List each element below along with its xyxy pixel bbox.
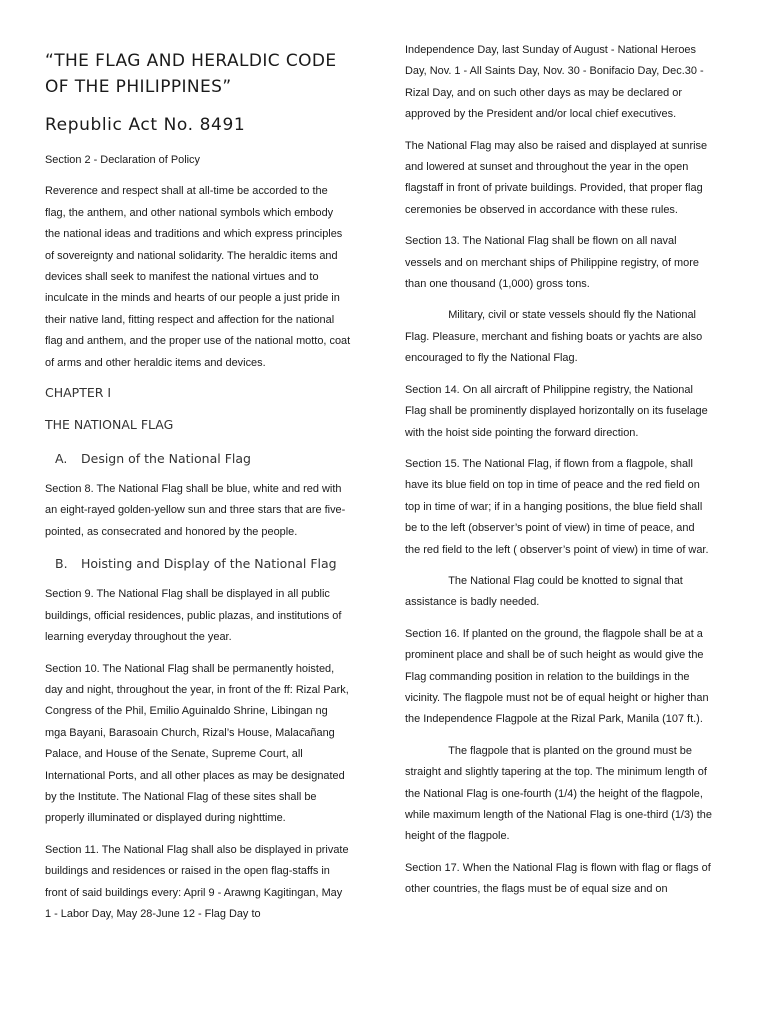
paragraph: Section 17. When the National Flag is flown with flag or flags of other countries, the flags must be of equal size and on <box>405 861 711 896</box>
subheading-text: Hoisting and Display of the National Flag <box>81 556 337 572</box>
right-column <box>405 0 725 911</box>
paragraph: Section 13. The National Flag shall be flown on all naval vessels and on merchant ships of Philippine registry, of more than one thousand (1,000) gross tons. <box>405 235 699 291</box>
document-title: “THE FLAG AND HERALDIC CODE OF THE PHILIPPINES” <box>45 51 337 97</box>
paragraph: Military, civil or state vessels should fly the National Flag. Pleasure, merchant and fishing boats or yachts are also encouraged to fly the National Flag. <box>405 309 703 365</box>
paragraph: Reverence and respect shall at all-time be accorded to the flag, the anthem, and other national symbols which embody the national ideas and traditions and which express principles of sovereignty and national solidarity. The heraldic items and devices shall seek to manifest the national virtues and to inculcate in the minds and hearts of our people a just pride in their native land, fitting respect and affection for the national flag and anthem, and the proper use of the national motto, coat of arms and other heraldic items and devices. <box>45 185 351 369</box>
paragraph: Section 2 - Declaration of Policy <box>45 154 200 166</box>
paragraph: Section 9. The National Flag shall be displayed in all public buildings, official residences, public plazas, and institutions of learning everyday throughout the year. <box>45 588 342 644</box>
subheading-text: Design of the National Flag <box>81 451 251 467</box>
left-column-body <box>45 150 363 925</box>
left-column <box>45 0 363 935</box>
chapter-heading: CHAPTER I <box>45 385 112 401</box>
paragraph: The National Flag could be knotted to signal that assistance is badly needed. <box>405 574 683 609</box>
paragraph: Section 16. If planted on the ground, the flagpole shall be at a prominent place and shall be of such height as would give the Flag commanding position in relation to the buildings in the vicinity. The flagpole must not be of equal height or higher than the Independence Flagpole at the Rizal Park, Manila (107 ft.). <box>405 627 709 726</box>
paragraph: Independence Day, last Sunday of August - National Heroes Day, Nov. 1 - All Saints Day, Nov. 30 - Bonifacio Day, Dec.30 - Rizal Day, and on such other days as may be declared or approved by the President and/or local chief executives. <box>405 44 704 121</box>
paragraph: Section 14. On all aircraft of Philippine registry, the National Flag shall be prominently displayed horizontally on its fuselage with the hoist side pointing the forward direction. <box>405 383 708 439</box>
subheading <box>45 448 363 469</box>
subheading <box>45 553 363 574</box>
act-number: Republic Act No. 8491 <box>45 115 246 135</box>
paragraph: Section 10. The National Flag shall be permanently hoisted, day and night, throughout the year, in front of the ff: Rizal Park, Congress of the Phil, Emilio Aguinaldo Shrine, Libingan ng mga Bayani, Barasoain Church, Rizal’s House, Malacañang Palace, and House of the Senate, Supreme Court, all International Ports, and all other places as may be designated by the Institute. The National Flag of these sites shall be properly illuminated or displayed during nighttime. <box>45 662 349 825</box>
right-column-body <box>405 40 725 901</box>
paragraph: Section 11. The National Flag shall also be displayed in private buildings and residences or raised in the open flag-staffs in front of said buildings every: April 9 - Arawng Kagitingan, May 1 - Labor Day, May 28-June 12 - Flag Day to <box>45 843 349 920</box>
subheading-marker: A. <box>55 451 68 467</box>
paragraph: Section 8. The National Flag shall be blue, white and red with an eight-rayed golden-yellow sun and three stars that are five-pointed, as consecrated and honored by the people. <box>45 483 346 538</box>
paragraph: The National Flag may also be raised and displayed at sunrise and lowered at sunset and throughout the year in the open flagstaff in front of private buildings. Provided, that proper flag ceremonies be observed in accordance with these rules. <box>405 139 708 216</box>
chapter-heading: THE NATIONAL FLAG <box>45 417 174 433</box>
subheading-marker: B. <box>55 556 68 572</box>
paragraph: Section 15. The National Flag, if flown from a flagpole, shall have its blue field on top in time of peace and the red field on top in time of war; if in a hanging positions, the blue field shall be to the left (observer’s point of view) in time of peace, and the red field to the left ( observer’s point of view) in time of war. <box>405 457 709 556</box>
paragraph: The flagpole that is planted on the ground must be straight and slightly tapering at the top. The minimum length of the National Flag is one-fourth (1/4) the height of the flagpole, while maximum length of the National Flag is one-third (1/3) the height of the flagpole. <box>405 744 712 843</box>
